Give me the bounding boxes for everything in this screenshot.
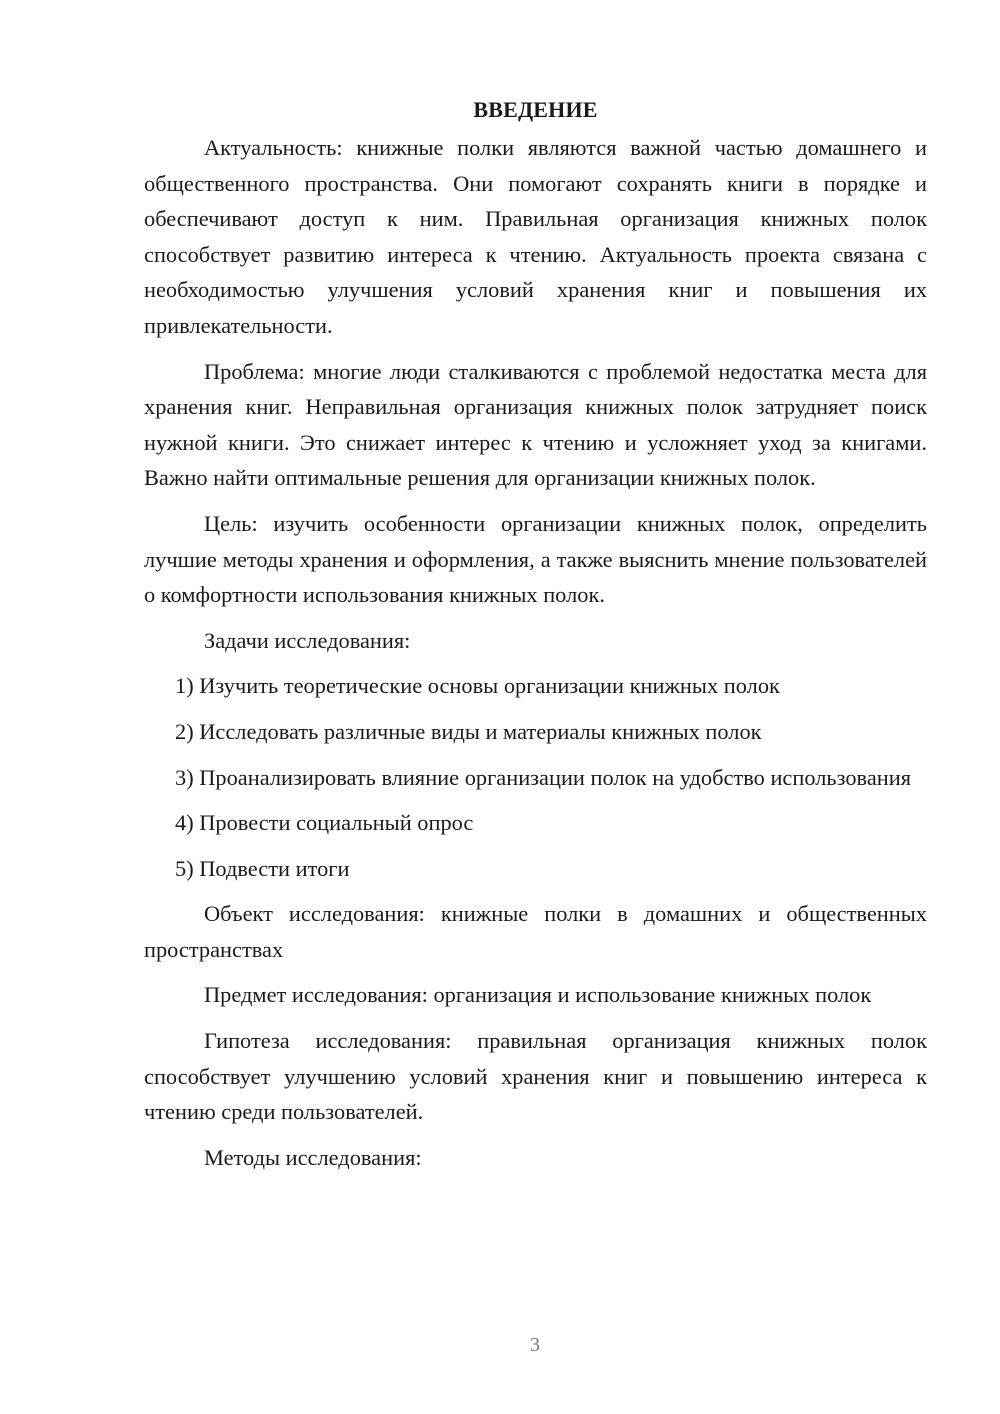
problem-paragraph: Проблема: многие люди сталкиваются с проблемой недостатка места для хранения книг. Неправильная организация книжных полок затрудняет поиск нужной книги. Это снижает интерес к чтению и усложняет уход за книгами. Важно найти оптимальные решения для организации книжных полок.	[144, 358, 927, 491]
task-item-3: 3) Проанализировать влияние организации полок на удобство использования	[175, 764, 912, 790]
task-item-5: 5) Подвести итоги	[175, 855, 350, 881]
subject-paragraph: Предмет исследования: организация и использование книжных полок	[204, 982, 872, 1008]
relevance-paragraph: Актуальность: книжные полки являются важной частью домашнего и общественного пространства. Они помогают сохранять книги в порядке и обеспечивают доступ к ним. Правильная организация книжных полок способствует развитию интереса к чтению. Актуальность проекта связана с необходимостью улучшения условий хранения книг и повышения их привлекательности.	[144, 135, 927, 338]
page-content	[144, 90, 927, 1175]
methods-heading: Методы исследования:	[204, 1144, 422, 1170]
hypothesis-paragraph: Гипотеза исследования: правильная организация книжных полок способствует улучшению условий хранения книг и повышению интереса к чтению среди пользователей.	[144, 1028, 927, 1125]
task-item-1: 1) Изучить теоретические основы организации книжных полок	[175, 673, 780, 699]
tasks-heading: Задачи исследования:	[204, 627, 411, 653]
page-number: 3	[530, 1334, 540, 1356]
goal-paragraph: Цель: изучить особенности организации книжных полок, определить лучшие методы хранения и оформления, а также выяснить мнение пользователей о комфортности использования книжных полок.	[144, 510, 927, 608]
task-item-4: 4) Провести социальный опрос	[175, 810, 474, 836]
page-title: ВВЕДЕНИЕ	[473, 97, 598, 122]
object-paragraph: Объект исследования: книжные полки в домашних и общественных пространствах	[144, 901, 927, 962]
task-item-2: 2) Исследовать различные виды и материалы книжных полок	[175, 718, 762, 744]
